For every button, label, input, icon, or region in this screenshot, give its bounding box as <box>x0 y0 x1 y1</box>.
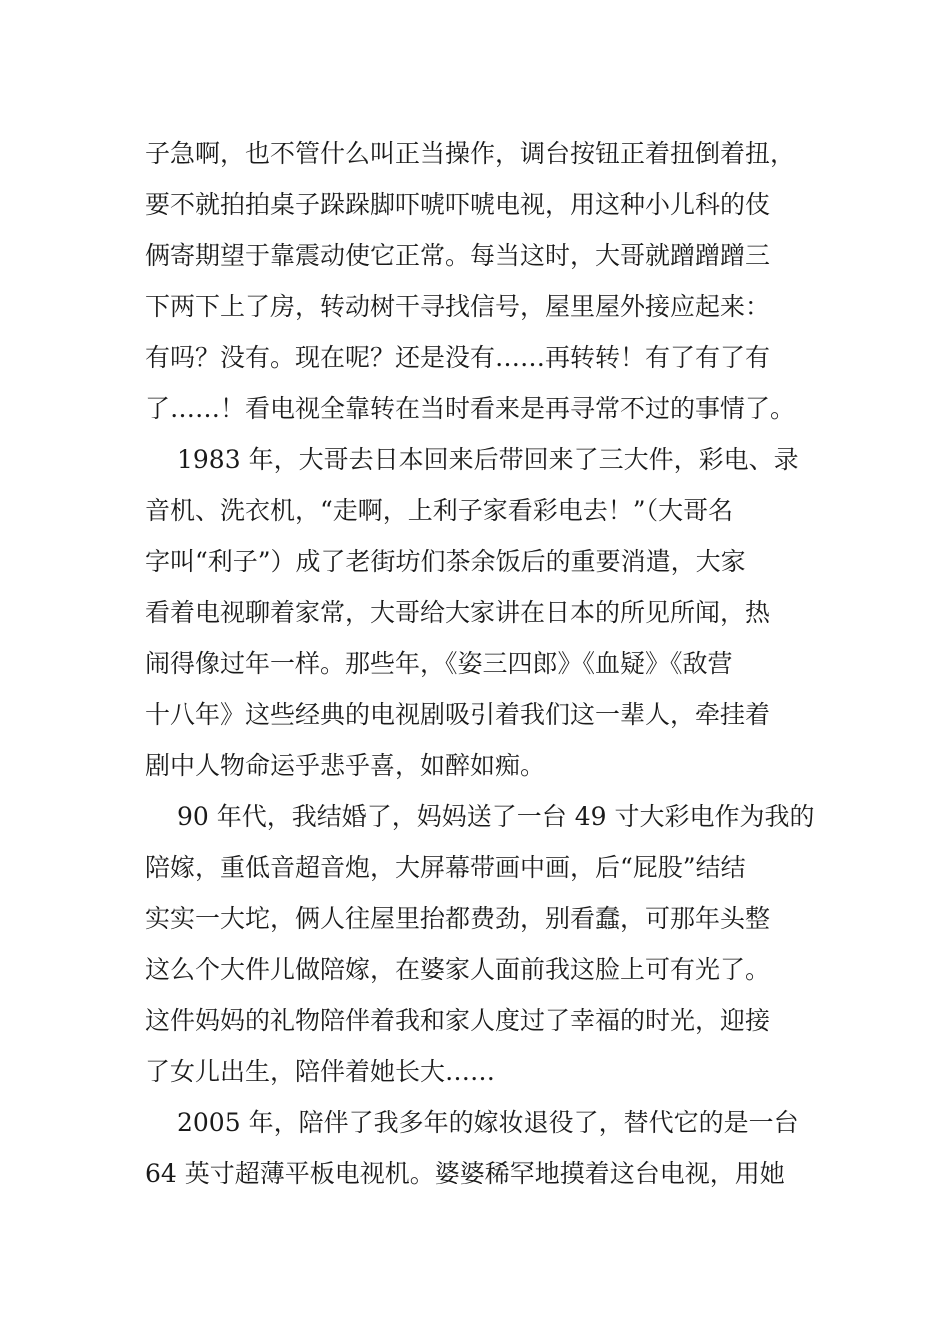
text-line: 俩寄期望于靠震动使它正常。每当这时，大哥就蹭蹭蹭三 <box>145 241 771 270</box>
text-line: 音机、洗衣机，“走啊，上利子家看彩电去！”（大哥名 <box>145 496 734 525</box>
text-line: 十八年》这些经典的电视剧吸引着我们这一辈人，牵挂着 <box>145 700 771 729</box>
paragraph-first-line: 90 年代，我结婚了，妈妈送了一台 49 寸大彩电作为我的 <box>177 802 815 831</box>
text-line: 要不就拍拍桌子跺跺脚吓唬吓唬电视，用这种小儿科的伎 <box>145 190 771 219</box>
text-line: 了女儿出生，陪伴着她长大…… <box>145 1057 496 1086</box>
text-line: 子急啊，也不管什么叫正当操作，调台按钮正着扭倒着扭， <box>145 139 796 168</box>
text-line: 闹得像过年一样。那些年，《姿三四郎》《血疑》《敌营 <box>145 649 733 678</box>
text-line: 这件妈妈的礼物陪伴着我和家人度过了幸福的时光，迎接 <box>145 1006 771 1035</box>
text-line: 看着电视聊着家常，大哥给大家讲在日本的所见所闻，热 <box>145 598 771 627</box>
text-line: 有吗？没有。现在呢？还是没有……再转转！有了有了有 <box>145 343 771 372</box>
paragraph-first-line: 2005 年，陪伴了我多年的嫁妆退役了，替代它的是一台 <box>177 1108 799 1137</box>
text-line: 这么个大件儿做陪嫁，在婆家人面前我这脸上可有光了。 <box>145 955 771 984</box>
text-line: 实实一大坨，俩人往屋里抬都费劲，别看蠢，可那年头整 <box>145 904 771 933</box>
text-line: 剧中人物命运乎悲乎喜，如醉如痴。 <box>145 751 546 780</box>
text-line: 下两下上了房，转动树干寻找信号，屋里屋外接应起来： <box>145 292 771 321</box>
text-line: 了……！看电视全靠转在当时看来是再寻常不过的事情了。 <box>145 394 796 423</box>
body-text <box>145 128 815 1199</box>
paragraph-first-line: 1983 年，大哥去日本回来后带回来了三大件，彩电、录 <box>177 445 799 474</box>
text-line: 64 英寸超薄平板电视机。婆婆稀罕地摸着这台电视，用她 <box>145 1159 785 1188</box>
text-line: 字叫“利子”）成了老街坊们茶余饭后的重要消遣，大家 <box>145 547 746 576</box>
text-line: 陪嫁，重低音超音炮，大屏幕带画中画，后“屁股”结结 <box>145 853 746 882</box>
